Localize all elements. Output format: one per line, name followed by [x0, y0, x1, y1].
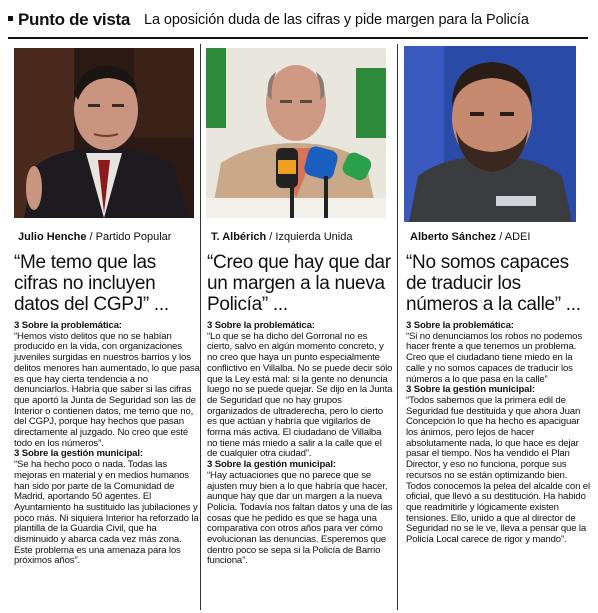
author-line — [211, 231, 352, 243]
portrait-photo — [14, 48, 194, 218]
section-text: “Todos sabemos que la primera edil de Seguridad fue destituida y que ahora Juan Concepción lo que ha hecho es apaciguar los ánimos, pero lejos de hacer absolutamente nada, lo que hace es dejar pasar el tiempo. Nos ha vendido el Plan Director, y eso no funciona, porque sus recursos no se están optimizando bien. Todos conocemos la pelea del alcalde con el oficial, que llevó a su destitución. Ha habido que readmitirle y lógicamente existen tensiones. Ello, unido a que al director de Seguridad no se le ve, lleva a pensar que la Policía Local carece de rigor y mando”. — [406, 394, 590, 546]
author-name: Julio Henche — [18, 231, 87, 243]
section-heading: 3 Sobre la problemática: — [406, 320, 514, 331]
opinion-body — [207, 321, 393, 567]
section-heading: 3 Sobre la gestión municipal: — [14, 448, 143, 460]
section-text: “Hay actuaciones que no parece que se ajusten muy bien a lo que habría que hacer, aunque hay que dar un margen a la nueva Policía. Todavía nos faltan datos y una de las cosas que he pedido es que se haga una comparativa con otros años para ver cómo evolucionan las denuncias. Esperemos que dentro poco se sepa si la Policía de Barrio funciona”. — [207, 469, 393, 567]
column-divider — [397, 44, 398, 610]
section-text: “Se ha hecho poco o nada. Todas las mejoras en material y en medios humanos han sido por parte de la Comunidad de Madrid, aportando 50 agentes. El Ayuntamiento ha sustituido las jubilaciones y poco más. Ni siquiera Interior ha reforzado la plantilla de la Guardia Civil, que ha disminuido y abarca cada vez más zona. Este problema es una amenaza para los próximos años”. — [14, 459, 199, 567]
opinion-body — [14, 321, 200, 567]
author-party: / ADEI — [499, 231, 531, 243]
portrait-photo — [206, 48, 386, 218]
opinion-body — [406, 321, 592, 546]
section-text: “Hemos visto delitos que no se habían producido en la vida, con organizaciones juveniles surgidas en nuestros barrios y los delitos menores han aumentado, lo que pasa es que hay cierta tendencia a no denunciarlos. Habría que saber si las cifras que aportó la Junta de Seguridad son las de Interior o contienen datos, me temo que no, del CGPJ, porque hay hechos que pasan directamente al juzgado. No creo que esté todo en los números”. — [14, 330, 200, 449]
section-text: “Lo que se ha dicho del Gorronal no es cierto, salvo en algún momento concreto, y no creo que haya un punto especialmente conflictivo en Villalba. No se puede decir sólo que la Ley está mal: si la gente no denuncia luego no se puede quejar. Se dijo en la Junta de Seguridad que no hay grupos organizados de ultraderecha, pero lo cierto es que actúan y habría que vigilarlos de forma más activa. El ciudadano de Villalba no tiene más miedo a salir a la calle que el de cualquier otra ciudad”. — [207, 330, 393, 460]
section-text: “Si no denunciamos los robos no podemos hacer frente a que tenemos un problema. Creo que el ciudadano tiene miedo en la calle y no somos capaces de traducir los números a lo que pasa en la calle” — [406, 330, 583, 385]
section-subtitle: La oposición duda de las cifras y pide margen para la Policía — [144, 12, 529, 28]
bullet-mark — [8, 16, 13, 21]
author-party: / Izquierda Unida — [269, 231, 353, 243]
pull-quote: “Me temo que las cifras no incluyen datos del CGPJ” ... — [14, 252, 169, 315]
portrait-photo — [404, 46, 576, 222]
header-rule — [8, 37, 588, 39]
section-heading: 3 Sobre la gestión municipal: — [406, 384, 535, 396]
author-name: Alberto Sánchez — [410, 231, 497, 243]
author-line — [410, 231, 530, 243]
section-heading: 3 Sobre la problemática: — [14, 320, 122, 331]
pull-quote: “Creo que hay que dar un margen a la nueva Policía” ... — [207, 252, 391, 315]
column-divider — [200, 44, 201, 610]
author-line — [18, 231, 171, 243]
section-heading: 3 Sobre la gestión municipal: — [207, 459, 336, 471]
section-header — [8, 10, 590, 36]
author-party: / Partido Popular — [89, 231, 172, 243]
author-name: T. Albérich — [211, 231, 267, 243]
pull-quote: “No somos capaces de traducir los números a la calle” ... — [406, 252, 581, 315]
section-title: Punto de vista — [18, 10, 130, 29]
section-heading: 3 Sobre la problemática: — [207, 320, 315, 331]
